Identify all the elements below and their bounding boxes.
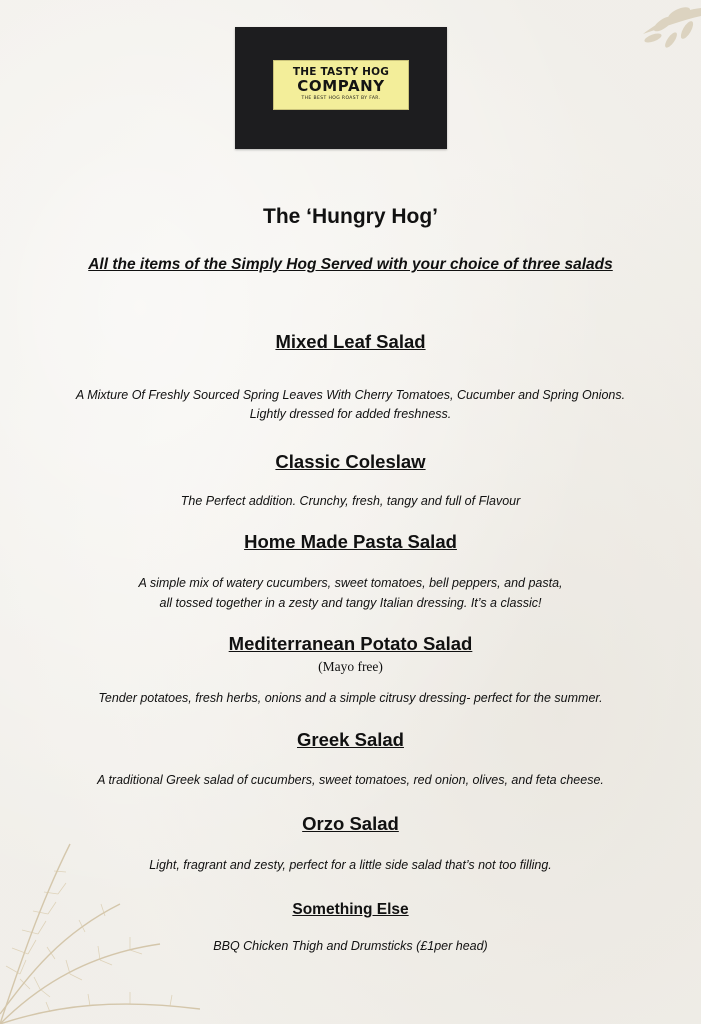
section-note-mayo-free: (Mayo free) xyxy=(318,659,383,674)
section-desc-line: Light, fragrant and zesty, perfect for a little side salad that’s not too filling. xyxy=(149,858,552,872)
section-desc-line: A traditional Greek salad of cucumbers, sweet tomatoes, red onion, olives, and feta cheese. xyxy=(97,773,604,787)
section-desc-line: A Mixture Of Freshly Sourced Spring Leaves With Cherry Tomatoes, Cucumber and Spring Onions. xyxy=(75,388,626,402)
section-heading-orzo-salad: Orzo Salad xyxy=(302,813,399,834)
leaf-decoration-icon xyxy=(591,0,701,80)
page-subtitle: All the items of the Simply Hog Served with your choice of three salads xyxy=(88,256,613,273)
logo-line-1: THE TASTY HOG xyxy=(292,66,390,78)
page-title: The ‘Hungry Hog’ xyxy=(263,205,438,228)
section-heading-mixed-leaf-salad: Mixed Leaf Salad xyxy=(275,331,426,352)
section-desc-line: A simple mix of watery cucumbers, sweet tomatoes, bell peppers, and pasta, xyxy=(138,576,563,590)
section-desc-line: BBQ Chicken Thigh and Drumsticks (£1per head) xyxy=(213,939,488,953)
section-heading-greek-salad: Greek Salad xyxy=(297,729,404,750)
logo-plate xyxy=(273,60,409,110)
section-desc-line: Lightly dressed for added freshness. xyxy=(249,407,452,421)
section-heading-classic-coleslaw: Classic Coleslaw xyxy=(275,451,426,472)
company-logo xyxy=(235,27,447,149)
section-heading-something-else: Something Else xyxy=(292,901,409,918)
section-desc-line: The Perfect addition. Crunchy, fresh, tangy and full of Flavour xyxy=(180,494,521,508)
section-desc-line: Tender potatoes, fresh herbs, onions and a simple citrusy dressing- perfect for the summer. xyxy=(98,691,603,705)
section-heading-home-made-pasta-salad: Home Made Pasta Salad xyxy=(244,531,457,552)
section-desc-line: all tossed together in a zesty and tangy Italian dressing. It’s a classic! xyxy=(159,596,542,610)
logo-tagline: THE BEST HOG ROAST BY FAR. xyxy=(301,96,381,101)
logo-line-2: COMPANY xyxy=(297,77,385,95)
section-heading-mediterranean-potato-salad: Mediterranean Potato Salad xyxy=(228,633,473,654)
